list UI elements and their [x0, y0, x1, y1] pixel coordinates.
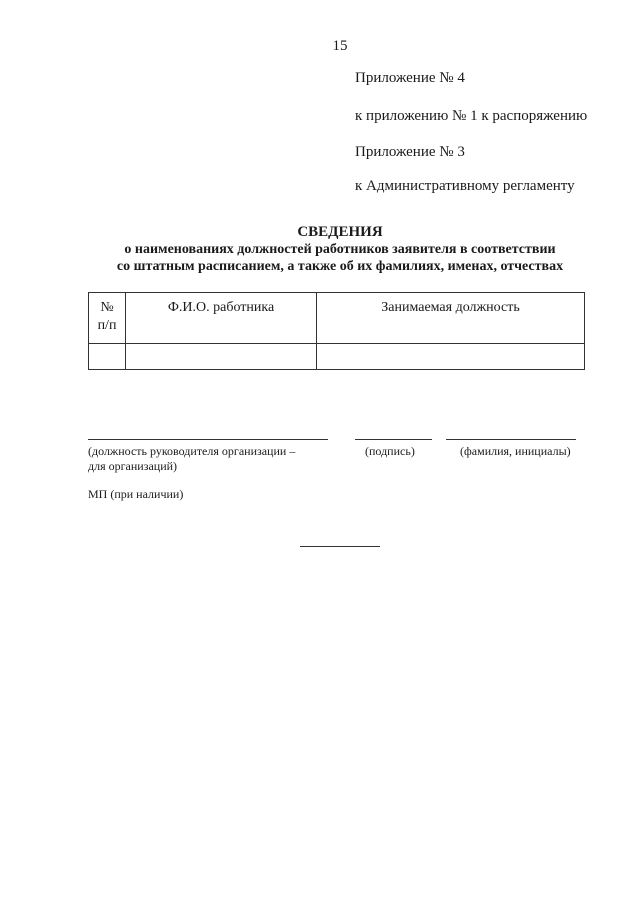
- appendix-reference-line: к приложению № 1 к распоряжению: [355, 108, 588, 124]
- position-caption-line-1: (должность руководителя организации –: [88, 444, 296, 458]
- position-signature-line: [88, 439, 328, 440]
- appendix-number-line: Приложение № 4: [355, 70, 465, 86]
- position-caption-line-2: для организаций): [88, 459, 178, 473]
- document-title: СВЕДЕНИЯ: [297, 224, 383, 240]
- header-number-symbol: №: [100, 300, 114, 315]
- header-number: [89, 293, 126, 344]
- document-subtitle-line-1: о наименованиях должностей работников заявителя в соответствии: [124, 242, 556, 257]
- cell-employee-name[interactable]: [126, 344, 317, 370]
- document-end-line: [300, 546, 380, 547]
- signature-caption: (подпись): [365, 444, 415, 458]
- appendix-regulation-line: к Административному регламенту: [355, 178, 575, 194]
- cell-position[interactable]: [317, 344, 585, 370]
- page-number: 15: [332, 38, 348, 54]
- table-row: [89, 344, 585, 370]
- header-position: Занимаемая должность: [317, 293, 585, 344]
- signature-line: [355, 439, 432, 440]
- header-number-abbrev: п/п: [97, 318, 117, 333]
- name-initials-caption: (фамилия, инициалы): [460, 444, 571, 458]
- table-header-row: [89, 293, 585, 344]
- employees-table: [88, 292, 585, 370]
- cell-number[interactable]: [89, 344, 126, 370]
- stamp-note: МП (при наличии): [88, 487, 184, 501]
- document-subtitle-line-2: со штатным расписанием, а также об их фамилиях, именах, отчествах: [116, 259, 564, 274]
- header-employee-name: Ф.И.О. работника: [126, 293, 317, 344]
- name-signature-line: [446, 439, 576, 440]
- appendix-number-line-2: Приложение № 3: [355, 144, 465, 160]
